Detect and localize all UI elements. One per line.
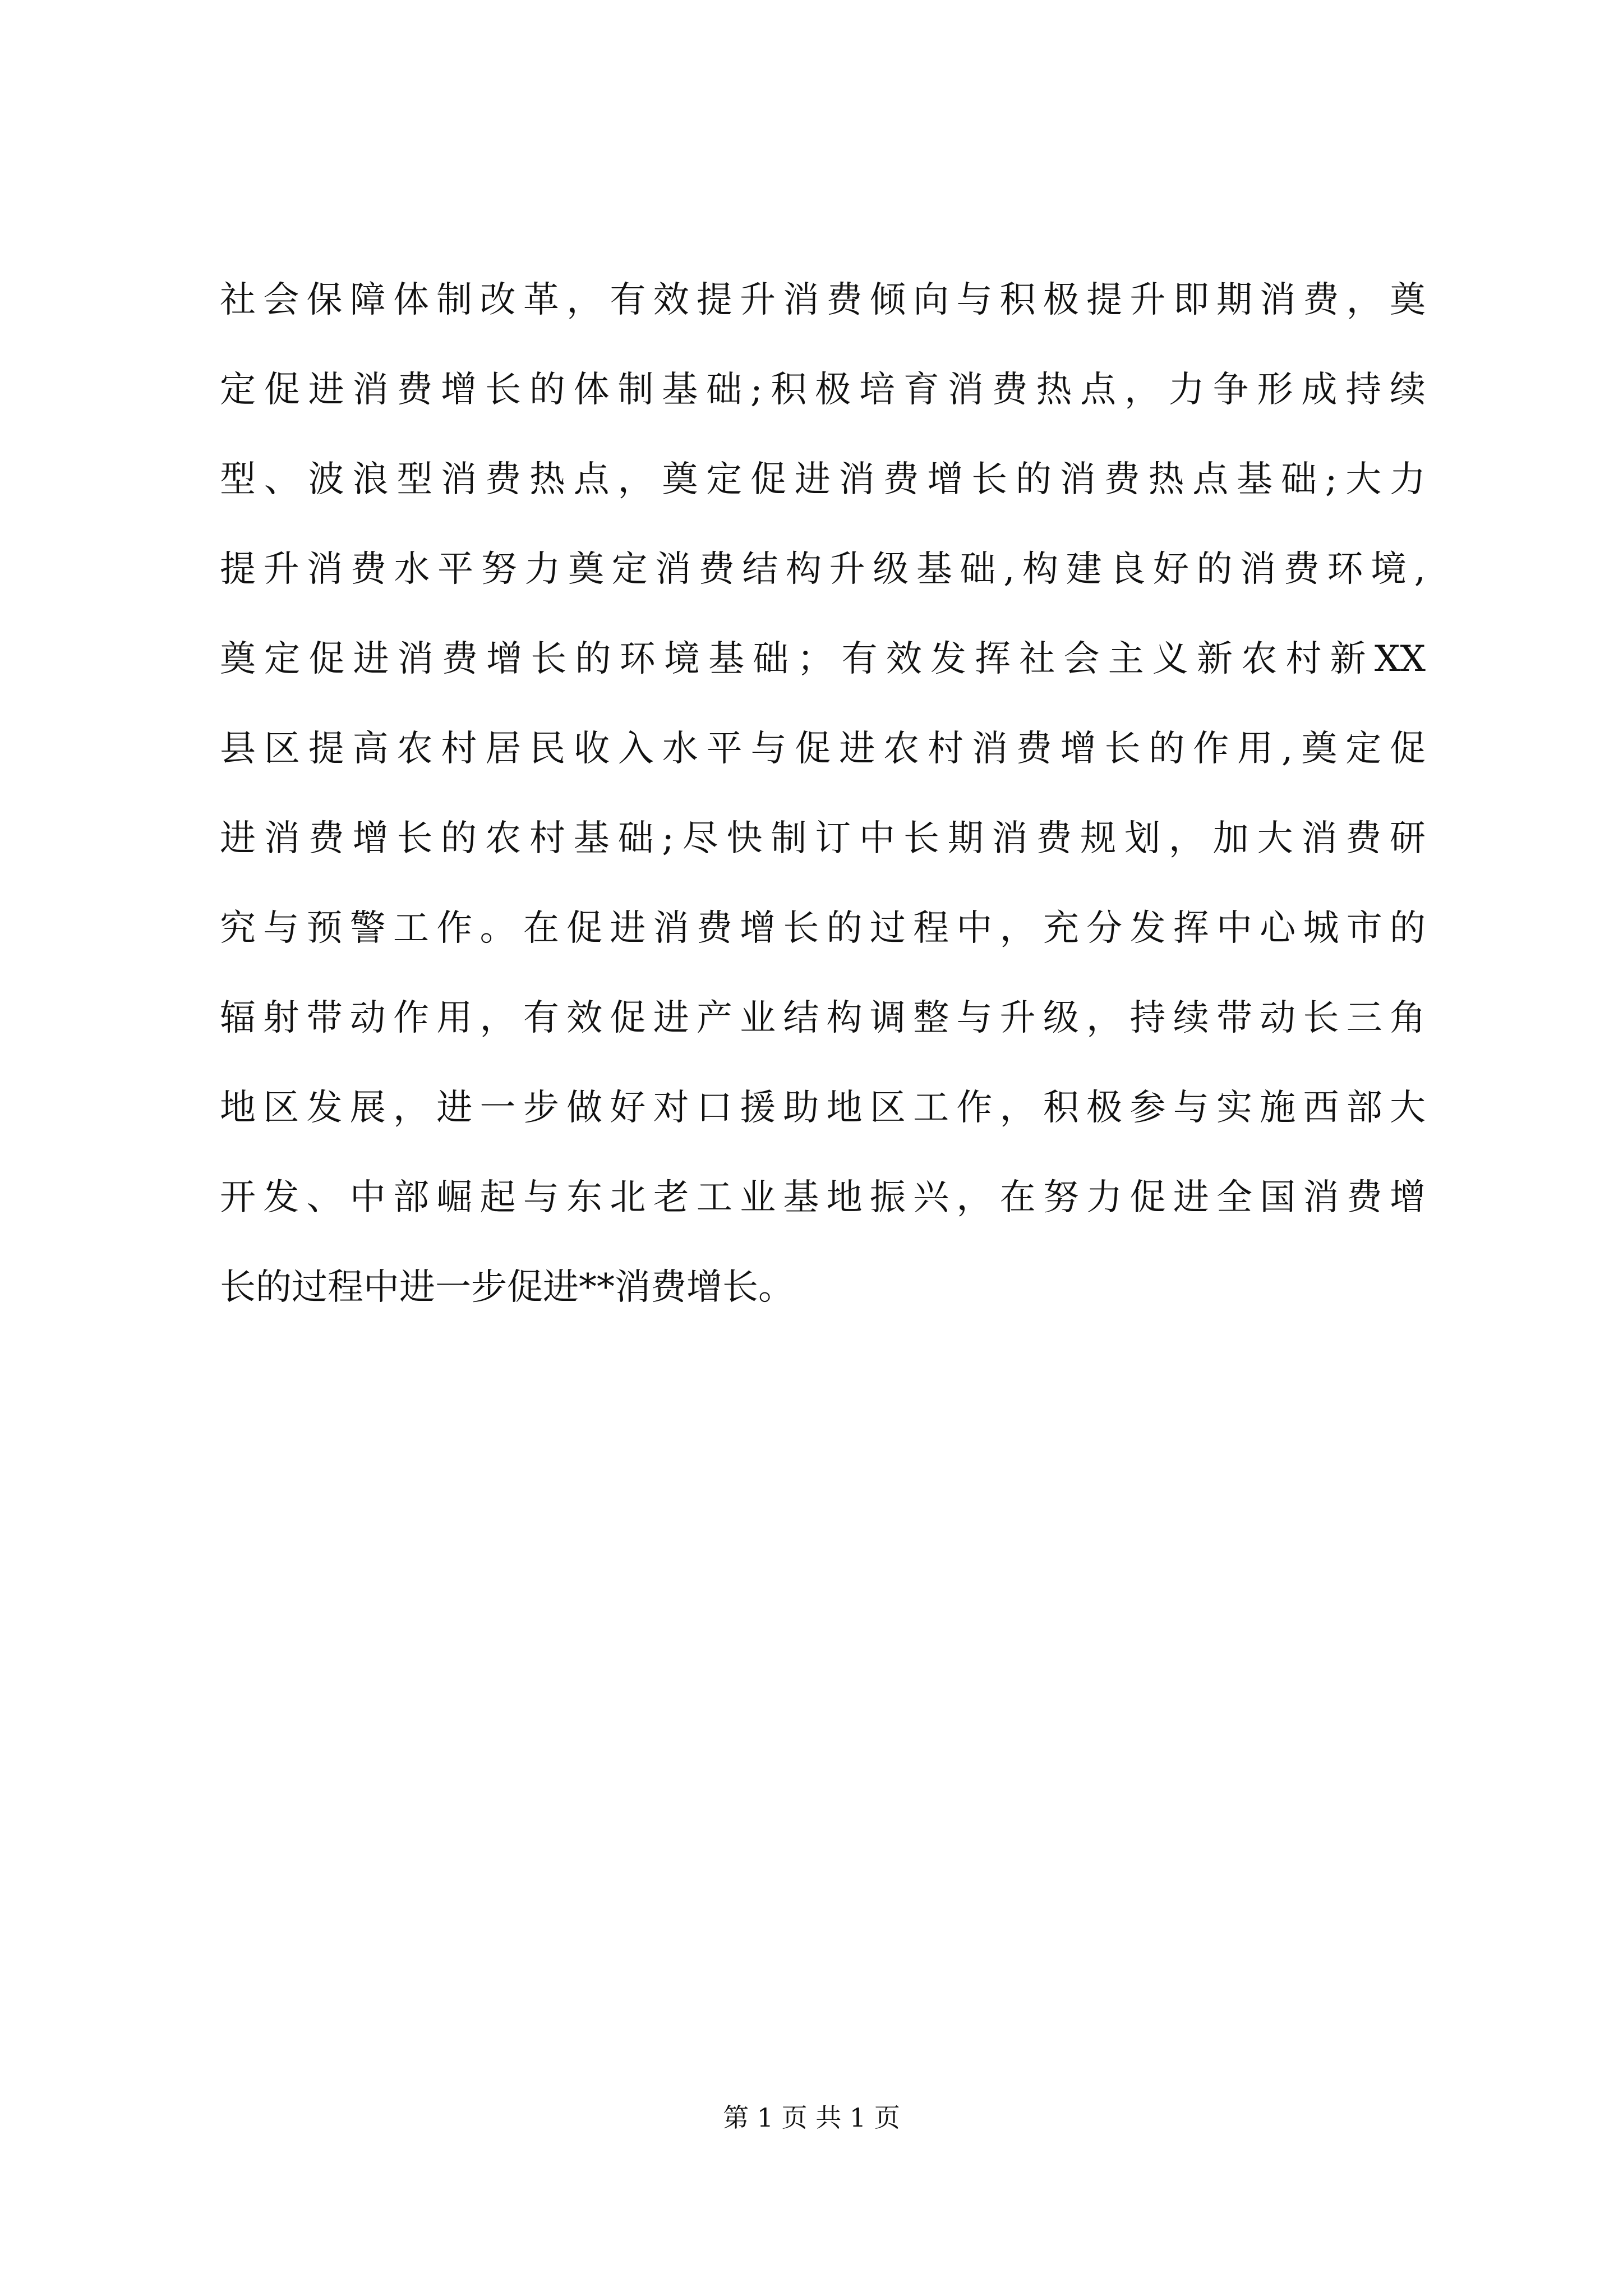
paragraph-line: 辐射带动作用，有效促进产业结构调整与升级，持续带动长三角 <box>220 997 1426 1039</box>
paragraph-line: 进消费增长的农村基础;尽快制订中长期消费规划，加大消费研 <box>220 818 1426 859</box>
paragraph-line: 提升消费水平努力奠定消费结构升级基础,构建良好的消费环境, <box>220 549 1426 590</box>
page-number-footer: 第 1 页 共 1 页 <box>723 2102 900 2133</box>
paragraph-line: 型、波浪型消费热点，奠定促进消费增长的消费热点基础;大力 <box>220 459 1426 500</box>
paragraph-line: 地区发展，进一步做好对口援助地区工作，积极参与实施西部大 <box>220 1087 1426 1129</box>
paragraph-line: 开发、中部崛起与东北老工业基地振兴，在努力促进全国消费增 <box>220 1177 1426 1218</box>
paragraph-line: 定促进消费增长的体制基础;积极培育消费热点，力争形成持续 <box>220 369 1426 411</box>
paragraph-line: 县区提高农村居民收入水平与促进农村消费增长的作用,奠定促 <box>220 728 1426 770</box>
paragraph-line: 长的过程中进一步促进**消费增长。 <box>220 1267 794 1308</box>
paragraph-line: 社会保障体制改革，有效提升消费倾向与积极提升即期消费，奠 <box>220 279 1426 321</box>
paragraph-line: 奠定促进消费增长的环境基础；有效发挥社会主义新农村新XX <box>220 638 1426 680</box>
paragraph-line: 究与预警工作。在促进消费增长的过程中，充分发挥中心城市的 <box>220 908 1426 949</box>
body-paragraph <box>220 255 1426 1332</box>
